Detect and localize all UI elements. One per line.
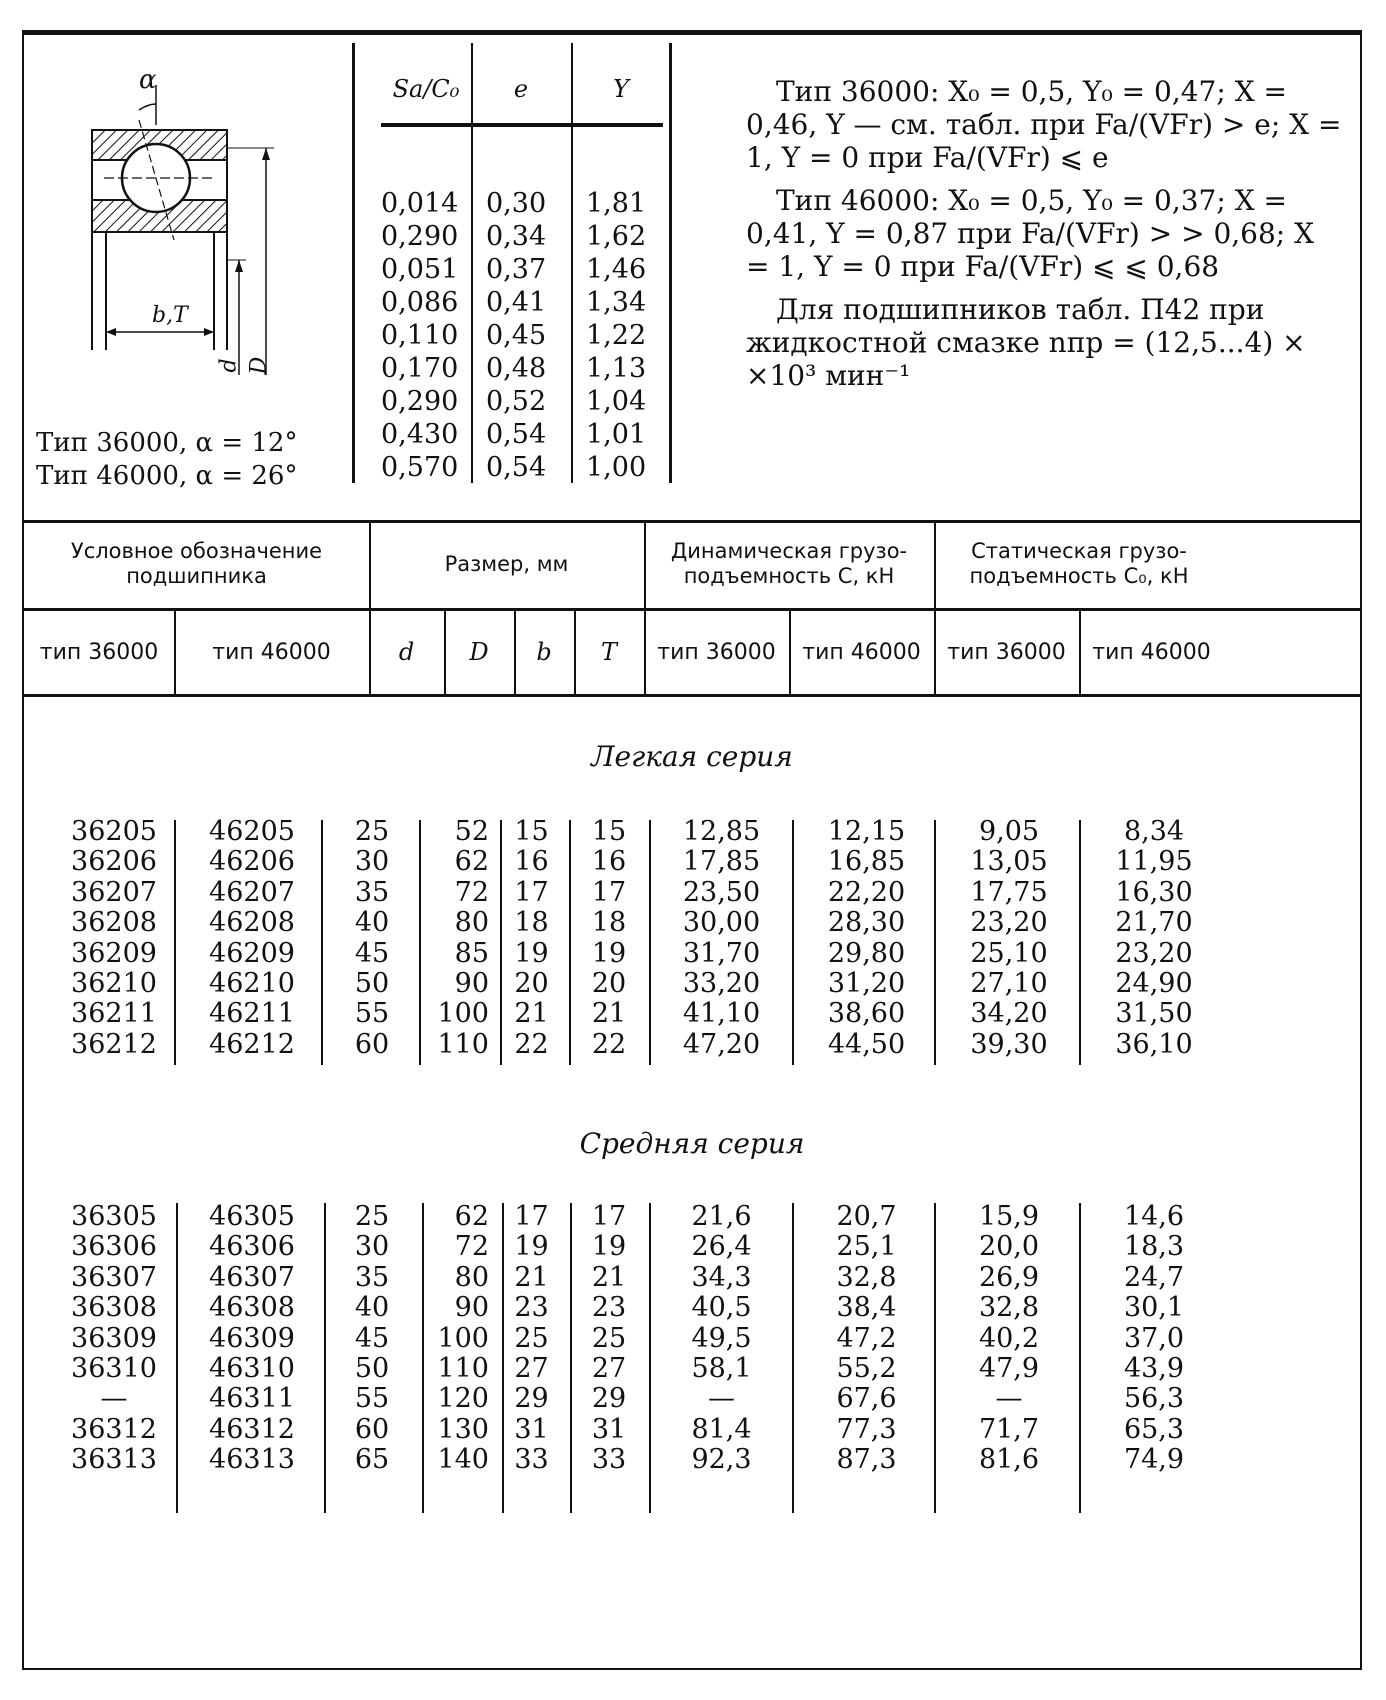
- table-row: [24, 1261, 1360, 1294]
- cell-size-T: 31: [591, 1413, 627, 1445]
- cell-size-d: 25: [354, 1201, 390, 1232]
- cell-size-T: 21: [591, 998, 627, 1030]
- cell-size-d: 40: [354, 1292, 390, 1324]
- table-row: [24, 1382, 1360, 1415]
- cell-dynamic-46000: 29,80: [827, 937, 906, 969]
- cell-size-b: 17: [514, 1201, 549, 1232]
- cell-static-36000: 27,10: [970, 968, 1048, 999]
- cell-size-d: 50: [354, 1353, 390, 1384]
- cell-size-D: 72: [454, 1231, 489, 1263]
- factor-col-e: [486, 187, 546, 484]
- header-designation: Условное обозначение подшипника: [70, 539, 323, 588]
- divider: [174, 610, 176, 696]
- cell-dynamic-36000: —: [708, 1383, 735, 1415]
- cell-size-b: 18: [514, 907, 549, 939]
- cell-designation-46000: 46311: [209, 1383, 295, 1415]
- factor-cell: 0,54: [486, 419, 547, 450]
- alpha-label: α: [139, 65, 157, 95]
- bt-label: b,T: [152, 303, 188, 328]
- sub-D: D: [469, 637, 489, 666]
- divider: [324, 1203, 326, 1513]
- cell-static-46000: 14,6: [1123, 1201, 1185, 1232]
- cell-static-36000: 71,7: [978, 1413, 1040, 1445]
- cell-designation-46000: 46210: [209, 968, 295, 999]
- divider: [649, 1203, 651, 1513]
- cell-size-D: 110: [437, 1353, 489, 1384]
- cell-static-36000: 32,8: [978, 1292, 1040, 1324]
- cell-designation-46000: 46305: [209, 1201, 295, 1232]
- factor-cell: 0,30: [486, 188, 547, 219]
- cell-static-46000: 36,10: [1115, 1028, 1193, 1060]
- cell-dynamic-36000: 41,10: [682, 998, 761, 1030]
- table-row: [24, 815, 1360, 848]
- cell-designation-46000: 46312: [209, 1413, 295, 1445]
- divider: [1079, 820, 1081, 1065]
- caption-line-36000: Тип 36000, α = 12°: [36, 428, 298, 458]
- cell-dynamic-36000: 47,20: [682, 1028, 761, 1060]
- cell-dynamic-46000: 31,20: [827, 968, 906, 999]
- cell-static-36000: —: [995, 1383, 1023, 1415]
- cell-designation-36000: 36310: [71, 1353, 157, 1384]
- table-row: [24, 997, 1360, 1030]
- cell-static-36000: 81,6: [978, 1444, 1040, 1476]
- header-bottom-rule: [24, 694, 1360, 697]
- cell-size-D: 130: [437, 1413, 489, 1445]
- cell-size-D: 140: [437, 1444, 489, 1476]
- factor-cell: 0,014: [381, 188, 459, 219]
- cell-designation-46000: 46310: [209, 1353, 295, 1384]
- cell-size-b: 31: [514, 1413, 549, 1445]
- cell-size-T: 18: [591, 907, 627, 939]
- cell-size-b: 23: [514, 1292, 549, 1324]
- cell-size-T: 19: [591, 1231, 627, 1263]
- cell-dynamic-46000: 67,6: [836, 1383, 897, 1415]
- caption-line-46000: Тип 46000, α = 26°: [36, 461, 298, 491]
- factor-cell: 1,00: [586, 452, 647, 483]
- cell-designation-46000: 46205: [209, 816, 295, 847]
- divider: [1079, 610, 1081, 696]
- cell-size-d: 60: [354, 1028, 390, 1060]
- cell-dynamic-46000: 16,85: [827, 846, 906, 878]
- cell-designation-46000: 46208: [209, 907, 295, 939]
- cell-designation-36000: 36211: [71, 998, 157, 1030]
- cell-size-D: 80: [454, 1261, 489, 1293]
- cell-size-b: 25: [514, 1322, 549, 1354]
- factor-cell: 0,41: [486, 287, 547, 318]
- cell-size-T: 15: [591, 816, 627, 847]
- factor-cell: 0,52: [486, 386, 547, 417]
- cell-designation-46000: 46209: [209, 937, 295, 969]
- sub-type-36000: тип 36000: [39, 639, 159, 665]
- cell-size-b: 21: [514, 1261, 549, 1293]
- cell-dynamic-36000: 30,00: [682, 907, 761, 939]
- cell-dynamic-36000: 81,4: [691, 1413, 752, 1445]
- cell-designation-36000: 36205: [71, 816, 157, 847]
- factor-cell: 0,34: [486, 221, 547, 252]
- cell-dynamic-36000: 21,6: [691, 1201, 752, 1232]
- divider: [176, 1203, 178, 1513]
- divider: [934, 820, 936, 1065]
- cell-static-36000: 9,05: [978, 816, 1040, 847]
- factor-cell: 0,051: [381, 254, 459, 285]
- cell-dynamic-36000: 31,70: [682, 937, 761, 969]
- cell-size-D: 62: [454, 1201, 489, 1232]
- cell-size-T: 22: [591, 1028, 627, 1060]
- divider: [174, 820, 176, 1065]
- header-rule: [24, 608, 1360, 611]
- cell-size-T: 21: [591, 1261, 627, 1293]
- cell-designation-36000: 36308: [71, 1292, 157, 1324]
- figure-caption: [36, 427, 297, 493]
- cell-size-D: 90: [454, 968, 489, 999]
- cell-designation-36000: 36312: [71, 1413, 157, 1445]
- factor-cell: 0,45: [486, 320, 547, 351]
- cell-designation-36000: 36313: [71, 1444, 157, 1476]
- cell-size-d: 30: [354, 846, 390, 878]
- factor-cell: 0,110: [381, 320, 459, 351]
- cell-size-b: 19: [514, 937, 549, 969]
- note-type-36000: Тип 36000: X₀ = 0,5, Y₀ = 0,47; X = 0,46, Y — см. табл. при Fa/(VFr) > e; X = 1, Y = 0 при Fa/(VFr) ⩽ e: [746, 75, 1342, 174]
- factor-cell: 1,04: [586, 386, 647, 417]
- factor-cell: 0,37: [486, 254, 547, 285]
- cell-static-46000: 23,20: [1115, 937, 1193, 969]
- cell-size-D: 80: [454, 907, 489, 939]
- factor-col-y: [586, 187, 646, 484]
- divider: [934, 520, 936, 696]
- series-title-medium: Средняя серия: [579, 1127, 805, 1160]
- factor-cell: 0,430: [381, 419, 459, 450]
- cell-dynamic-46000: 32,8: [836, 1261, 897, 1293]
- divider: [321, 820, 323, 1065]
- cell-dynamic-46000: 87,3: [836, 1444, 897, 1476]
- cell-dynamic-36000: 92,3: [691, 1444, 752, 1476]
- cell-size-D: 100: [437, 1322, 489, 1354]
- cell-dynamic-36000: 12,85: [682, 816, 761, 847]
- cell-designation-36000: —: [100, 1383, 128, 1415]
- cell-static-36000: 47,9: [978, 1353, 1040, 1384]
- cell-size-D: 52: [454, 816, 489, 847]
- factor-cell: 1,81: [586, 188, 647, 219]
- cell-size-D: 90: [454, 1292, 489, 1324]
- cell-dynamic-36000: 17,85: [682, 846, 761, 878]
- cell-size-d: 25: [354, 816, 390, 847]
- table-row: [24, 1413, 1360, 1446]
- cell-static-46000: 24,7: [1123, 1261, 1185, 1293]
- cell-designation-46000: 46313: [209, 1444, 295, 1476]
- cell-size-b: 17: [514, 876, 549, 908]
- cell-size-b: 29: [514, 1383, 549, 1415]
- factor-col-sa-c0: [381, 187, 458, 484]
- cell-size-b: 20: [514, 968, 549, 999]
- cell-static-46000: 24,90: [1115, 968, 1193, 999]
- factor-cell: 0,170: [381, 353, 459, 384]
- cell-dynamic-36000: 40,5: [691, 1292, 752, 1324]
- cell-dynamic-36000: 26,4: [691, 1231, 752, 1263]
- factor-cell: 0,54: [486, 452, 547, 483]
- divider: [471, 43, 473, 483]
- cell-size-T: 17: [591, 876, 627, 908]
- header-static: Статическая грузо-подъемность C₀, кН: [969, 539, 1189, 588]
- note-type-46000: Тип 46000: X₀ = 0,5, Y₀ = 0,37; X = 0,41, Y = 0,87 при Fa/(VFr) > > 0,68; X = 1, Y = 0 при Fa/(VFr) ⩽ ⩽ 0,68: [746, 184, 1315, 283]
- cell-designation-36000: 36309: [71, 1322, 157, 1354]
- cell-static-46000: 16,30: [1115, 876, 1193, 908]
- cell-size-D: 62: [454, 846, 489, 878]
- cell-static-36000: 34,20: [970, 998, 1048, 1030]
- cell-size-T: 27: [591, 1353, 627, 1384]
- sub-type-46000: тип 46000: [212, 639, 331, 665]
- top-section: [24, 35, 1360, 523]
- table-row: [24, 1028, 1360, 1061]
- cell-dynamic-46000: 28,30: [827, 907, 906, 939]
- cell-dynamic-36000: 49,5: [691, 1322, 752, 1354]
- sub-T: T: [600, 637, 617, 666]
- cell-designation-36000: 36307: [71, 1261, 157, 1293]
- table-row: [24, 906, 1360, 939]
- cell-designation-36000: 36212: [71, 1028, 157, 1060]
- cell-dynamic-46000: 22,20: [827, 876, 906, 908]
- factor-header-y: Y: [613, 75, 629, 103]
- factor-cell: 1,34: [586, 287, 647, 318]
- cell-dynamic-46000: 12,15: [827, 816, 906, 847]
- cell-designation-46000: 46207: [209, 876, 295, 908]
- divider: [352, 43, 355, 483]
- cell-designation-36000: 36306: [71, 1231, 157, 1263]
- factor-cell: 0,290: [381, 221, 459, 252]
- cell-size-b: 21: [514, 998, 549, 1030]
- cell-dynamic-46000: 44,50: [827, 1028, 906, 1060]
- factor-cell: 1,01: [586, 419, 647, 450]
- cell-static-36000: 15,9: [978, 1201, 1040, 1232]
- cell-designation-36000: 36209: [71, 937, 157, 969]
- factor-header-sa-c0: Sa/C₀: [392, 75, 460, 103]
- cell-size-d: 45: [354, 937, 390, 969]
- divider: [500, 820, 502, 1065]
- bearing-table-page: [22, 30, 1362, 1670]
- divider: [514, 610, 516, 696]
- sub-b: b: [536, 637, 552, 666]
- cell-static-46000: 30,1: [1123, 1292, 1185, 1324]
- cell-size-d: 40: [354, 907, 390, 939]
- cell-size-T: 17: [591, 1201, 627, 1232]
- factor-header-rule: [381, 123, 663, 127]
- cell-size-T: 19: [591, 937, 627, 969]
- cell-dynamic-46000: 47,2: [836, 1322, 897, 1354]
- divider: [502, 1203, 504, 1513]
- sub-stat-36000: тип 36000: [947, 639, 1066, 665]
- header-dynamic: Динамическая грузо-подъемность C, кН: [670, 539, 908, 588]
- cell-static-46000: 8,34: [1123, 816, 1185, 847]
- divider: [569, 820, 571, 1065]
- cell-size-D: 120: [437, 1383, 489, 1415]
- d-label: d: [216, 358, 242, 373]
- cell-size-d: 35: [354, 876, 390, 908]
- divider: [422, 1203, 424, 1513]
- factor-cell: 0,086: [381, 287, 459, 318]
- cell-designation-36000: 36207: [71, 876, 157, 908]
- divider: [792, 1203, 794, 1513]
- sub-dyn-46000: тип 46000: [802, 639, 921, 665]
- cell-size-D: 100: [437, 998, 489, 1030]
- table-row: [24, 1443, 1360, 1476]
- cell-static-36000: 20,0: [978, 1231, 1040, 1263]
- cell-designation-46000: 46212: [209, 1028, 295, 1060]
- cell-static-46000: 74,9: [1123, 1444, 1185, 1476]
- cell-static-36000: 40,2: [978, 1322, 1040, 1354]
- divider: [669, 43, 672, 483]
- cell-dynamic-36000: 33,20: [682, 968, 761, 999]
- divider: [792, 820, 794, 1065]
- factor-cell: 1,13: [586, 353, 647, 384]
- bearing-diagram: [84, 60, 284, 400]
- cell-size-d: 55: [354, 1383, 390, 1415]
- cell-size-b: 22: [514, 1028, 549, 1060]
- cell-static-46000: 21,70: [1115, 907, 1193, 939]
- divider: [419, 820, 421, 1065]
- cell-static-36000: 39,30: [970, 1028, 1048, 1060]
- cell-size-T: 25: [591, 1322, 627, 1354]
- series-title-light: Легкая серия: [591, 740, 793, 773]
- cell-designation-46000: 46309: [209, 1322, 295, 1354]
- cell-size-T: 23: [591, 1292, 627, 1324]
- cell-designation-36000: 36206: [71, 846, 157, 878]
- notes: [746, 75, 1346, 392]
- cell-size-b: 33: [514, 1444, 549, 1476]
- cell-size-T: 29: [591, 1383, 627, 1415]
- cell-static-46000: 18,3: [1123, 1231, 1185, 1263]
- bearing-figure: [24, 35, 379, 520]
- cell-size-D: 72: [454, 876, 489, 908]
- factor-cell: 1,62: [586, 221, 647, 252]
- cell-designation-36000: 36305: [71, 1201, 157, 1232]
- table-row: [24, 845, 1360, 878]
- cell-size-T: 20: [591, 968, 627, 999]
- cell-size-b: 19: [514, 1231, 549, 1263]
- cell-dynamic-46000: 55,2: [836, 1353, 897, 1384]
- cell-size-d: 60: [354, 1413, 390, 1445]
- divider: [574, 610, 576, 696]
- cell-dynamic-46000: 38,4: [836, 1292, 897, 1324]
- cell-static-36000: 26,9: [978, 1261, 1040, 1293]
- cell-static-36000: 13,05: [970, 846, 1048, 878]
- cell-designation-46000: 46211: [209, 998, 295, 1030]
- table-row: [24, 876, 1360, 909]
- cell-static-46000: 65,3: [1123, 1413, 1185, 1445]
- divider: [570, 1203, 572, 1513]
- cell-size-d: 50: [354, 968, 390, 999]
- cell-dynamic-36000: 58,1: [691, 1353, 752, 1384]
- cell-size-d: 30: [354, 1231, 390, 1263]
- factor-cell: 0,570: [381, 452, 459, 483]
- cell-size-d: 35: [354, 1261, 390, 1293]
- divider: [444, 610, 446, 696]
- cell-dynamic-46000: 25,1: [836, 1231, 897, 1263]
- cell-size-D: 110: [437, 1028, 489, 1060]
- table-header: [24, 520, 1360, 700]
- cell-dynamic-46000: 38,60: [827, 998, 906, 1030]
- cell-size-b: 15: [514, 816, 549, 847]
- D-label: D: [246, 356, 272, 375]
- table-row: [24, 1352, 1360, 1385]
- table-row: [24, 1200, 1360, 1233]
- cell-designation-46000: 46206: [209, 846, 295, 878]
- factor-cell: 0,48: [486, 353, 547, 384]
- cell-designation-36000: 36208: [71, 907, 157, 939]
- factor-cell: 0,290: [381, 386, 459, 417]
- cell-dynamic-46000: 20,7: [836, 1201, 897, 1232]
- table-row: [24, 1322, 1360, 1355]
- divider: [1079, 1203, 1081, 1513]
- cell-static-46000: 56,3: [1123, 1383, 1185, 1415]
- divider: [571, 43, 573, 483]
- cell-size-b: 27: [514, 1353, 549, 1384]
- factor-table: [381, 35, 721, 520]
- cell-static-46000: 11,95: [1115, 846, 1193, 878]
- cell-designation-36000: 36210: [71, 968, 157, 999]
- cell-static-36000: 25,10: [970, 937, 1048, 969]
- cell-size-d: 45: [354, 1322, 390, 1354]
- sub-dyn-36000: тип 36000: [657, 639, 776, 665]
- cell-dynamic-46000: 77,3: [836, 1413, 897, 1445]
- factor-cell: 1,46: [586, 254, 647, 285]
- cell-designation-46000: 46307: [209, 1261, 295, 1293]
- table-row: [24, 967, 1360, 1000]
- sub-d: d: [398, 637, 415, 666]
- cell-designation-46000: 46306: [209, 1231, 295, 1263]
- sub-stat-46000: тип 46000: [1092, 639, 1211, 665]
- divider: [934, 1203, 936, 1513]
- header-size: Размер, мм: [444, 551, 569, 576]
- cell-static-36000: 23,20: [970, 907, 1048, 939]
- cell-size-b: 16: [514, 846, 549, 878]
- cell-size-T: 33: [591, 1444, 627, 1476]
- cell-designation-46000: 46308: [209, 1292, 295, 1324]
- cell-dynamic-36000: 23,50: [682, 876, 761, 908]
- divider: [789, 610, 791, 696]
- cell-static-46000: 43,9: [1123, 1353, 1185, 1384]
- table-row: [24, 937, 1360, 970]
- divider: [369, 520, 371, 696]
- cell-static-46000: 37,0: [1123, 1322, 1185, 1354]
- factor-cell: 1,22: [586, 320, 647, 351]
- cell-size-d: 65: [354, 1444, 390, 1476]
- cell-static-36000: 17,75: [970, 876, 1048, 908]
- factor-header-e: e: [513, 75, 529, 103]
- divider: [644, 520, 646, 696]
- note-speed: Для подшипников табл. П42 при жидкостной смазке nпр = (12,5...4) × ×10³ мин⁻¹: [746, 293, 1306, 392]
- divider: [649, 820, 651, 1065]
- cell-size-d: 55: [354, 998, 390, 1030]
- cell-dynamic-36000: 34,3: [691, 1261, 752, 1293]
- table-row: [24, 1291, 1360, 1324]
- table-row: [24, 1230, 1360, 1263]
- cell-static-46000: 31,50: [1115, 998, 1193, 1030]
- cell-size-T: 16: [591, 846, 627, 878]
- cell-size-D: 85: [454, 937, 489, 969]
